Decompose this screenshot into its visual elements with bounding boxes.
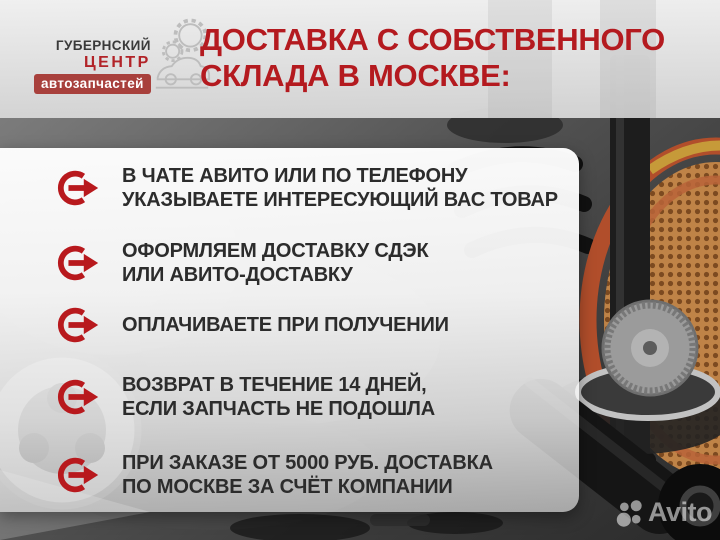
page-title-line2: СКЛАДА В МОСКВЕ: (200, 58, 511, 93)
benefit-line: ОФОРМЛЯЕМ ДОСТАВКУ СДЭК (122, 240, 429, 262)
avito-watermark-text: Avito (648, 497, 712, 527)
arrow-exit-circle-icon (56, 452, 102, 498)
benefit-line: ПРИ ЗАКАЗЕ ОТ 5000 РУБ. ДОСТАВКА (122, 452, 493, 474)
benefit-line: ВОЗВРАТ В ТЕЧЕНИЕ 14 ДНЕЙ, (122, 374, 427, 396)
arrow-exit-circle-icon (56, 302, 102, 348)
benefit-text (122, 164, 558, 212)
arrow-exit-circle-icon (56, 165, 102, 211)
benefit-text (122, 239, 428, 287)
brand-name-line1: ГУБЕРНСКИЙ (55, 38, 151, 53)
page-title (200, 22, 665, 94)
brand-name-line2: ЦЕНТР (83, 54, 151, 71)
arrow-exit-circle-icon (56, 374, 102, 420)
benefit-line: В ЧАТЕ АВИТО ИЛИ ПО ТЕЛЕФОНУ (122, 165, 468, 187)
page-title-line1: ДОСТАВКА С СОБСТВЕННОГО (200, 22, 665, 57)
arrow-exit-circle-icon (56, 240, 102, 286)
avito-dots-icon (614, 498, 645, 529)
benefit-text (122, 373, 435, 421)
benefit-item (56, 447, 579, 503)
benefit-line: УКАЗЫВАЕТЕ ИНТЕРЕСУЮЩИЙ ВАС ТОВАР (122, 189, 558, 211)
benefit-item (56, 369, 579, 425)
brand-logo (34, 16, 211, 94)
benefit-item (56, 160, 579, 216)
benefit-item (56, 297, 579, 353)
benefits-panel (0, 148, 579, 512)
brand-name-band: автозапчастей (34, 74, 151, 94)
avito-watermark (614, 496, 712, 529)
benefit-text (122, 313, 449, 337)
benefit-text (122, 451, 493, 499)
benefit-item (56, 235, 579, 291)
benefit-line: ИЛИ АВИТО-ДОСТАВКУ (122, 264, 353, 286)
benefit-line: ПО МОСКВЕ ЗА СЧЁТ КОМПАНИИ (122, 476, 453, 498)
benefit-line: ОПЛАЧИВАЕТЕ ПРИ ПОЛУЧЕНИИ (122, 314, 449, 336)
benefit-line: ЕСЛИ ЗАПЧАСТЬ НЕ ПОДОШЛА (122, 398, 436, 420)
